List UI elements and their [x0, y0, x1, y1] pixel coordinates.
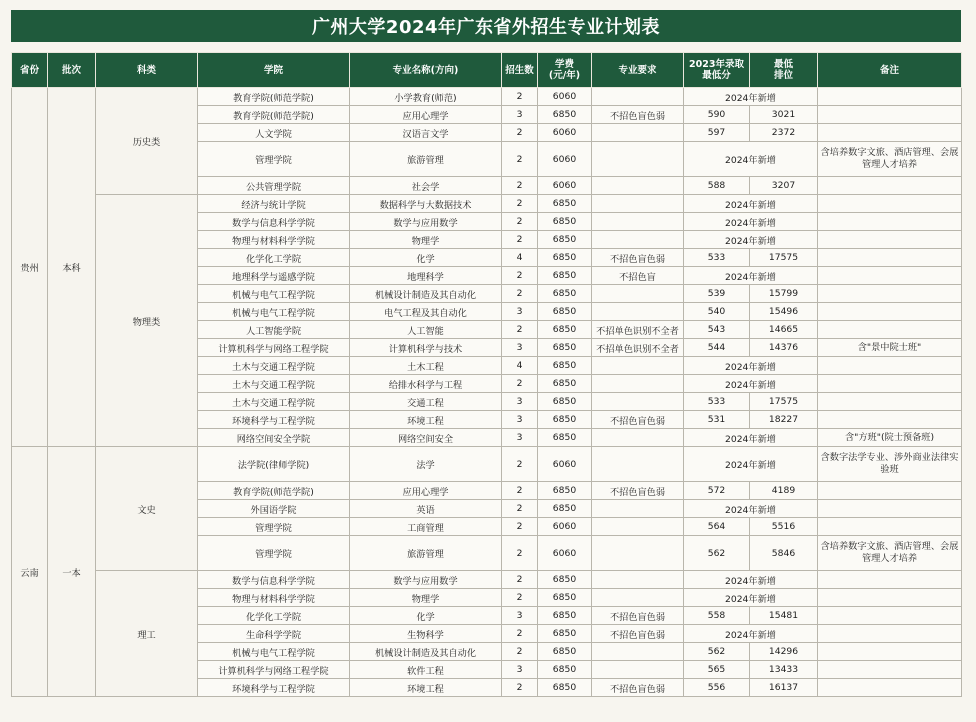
requirement-cell — [592, 429, 684, 447]
college-cell: 物理与材料科学学院 — [198, 589, 350, 607]
min-score-cell: 562 — [684, 643, 750, 661]
college-cell: 公共管理学院 — [198, 177, 350, 195]
min-score-cell: 588 — [684, 177, 750, 195]
requirement-cell: 不招色盲色弱 — [592, 106, 684, 124]
quota-cell: 2 — [502, 447, 538, 482]
college-cell: 经济与统计学院 — [198, 195, 350, 213]
remarks-cell — [818, 411, 962, 429]
requirement-cell — [592, 357, 684, 375]
college-cell: 外国语学院 — [198, 500, 350, 518]
college-cell: 人工智能学院 — [198, 321, 350, 339]
requirement-cell — [592, 536, 684, 571]
quota-cell: 2 — [502, 679, 538, 697]
tuition-cell: 6850 — [538, 357, 592, 375]
major-cell: 地理科学 — [350, 267, 502, 285]
remarks-cell: 含培养数字文旅、酒店管理、会展管理人才培养 — [818, 142, 962, 177]
major-cell: 工商管理 — [350, 518, 502, 536]
min-rank-cell: 14665 — [750, 321, 818, 339]
requirement-cell — [592, 124, 684, 142]
header-batch: 批次 — [48, 53, 96, 88]
header-college: 学院 — [198, 53, 350, 88]
tuition-cell: 6060 — [538, 142, 592, 177]
min-rank-cell: 18227 — [750, 411, 818, 429]
college-cell: 化学化工学院 — [198, 249, 350, 267]
college-cell: 管理学院 — [198, 536, 350, 571]
major-cell: 数学与应用数学 — [350, 213, 502, 231]
new-in-2024-cell: 2024年新增 — [684, 447, 818, 482]
college-cell: 数学与信息科学学院 — [198, 571, 350, 589]
requirement-cell: 不招色盲色弱 — [592, 249, 684, 267]
quota-cell: 2 — [502, 321, 538, 339]
requirement-cell — [592, 285, 684, 303]
requirement-cell — [592, 303, 684, 321]
requirement-cell — [592, 213, 684, 231]
tuition-cell: 6850 — [538, 661, 592, 679]
college-cell: 机械与电气工程学院 — [198, 303, 350, 321]
quota-cell: 2 — [502, 267, 538, 285]
remarks-cell — [818, 249, 962, 267]
tuition-cell: 6060 — [538, 536, 592, 571]
major-cell: 机械设计制造及其自动化 — [350, 643, 502, 661]
category-wenshi: 文史 — [96, 447, 198, 571]
min-rank-cell: 15496 — [750, 303, 818, 321]
quota-cell: 4 — [502, 357, 538, 375]
major-cell: 应用心理学 — [350, 482, 502, 500]
quota-cell: 2 — [502, 375, 538, 393]
min-rank-cell: 17575 — [750, 249, 818, 267]
header-min-rank: 最低 排位 — [750, 53, 818, 88]
college-cell: 数学与信息科学学院 — [198, 213, 350, 231]
major-cell: 法学 — [350, 447, 502, 482]
remarks-cell — [818, 195, 962, 213]
batch-yunnan: 一本 — [48, 447, 96, 697]
major-cell: 汉语言文学 — [350, 124, 502, 142]
min-score-cell: 539 — [684, 285, 750, 303]
major-cell: 软件工程 — [350, 661, 502, 679]
major-cell: 交通工程 — [350, 393, 502, 411]
tuition-cell: 6850 — [538, 411, 592, 429]
tuition-cell: 6850 — [538, 679, 592, 697]
major-cell: 网络空间安全 — [350, 429, 502, 447]
quota-cell: 2 — [502, 285, 538, 303]
quota-cell: 2 — [502, 177, 538, 195]
major-cell: 电气工程及其自动化 — [350, 303, 502, 321]
min-score-cell: 565 — [684, 661, 750, 679]
min-rank-cell: 17575 — [750, 393, 818, 411]
tuition-cell: 6850 — [538, 339, 592, 357]
tuition-cell: 6850 — [538, 393, 592, 411]
new-in-2024-cell: 2024年新增 — [684, 500, 818, 518]
tuition-cell: 6850 — [538, 589, 592, 607]
quota-cell: 2 — [502, 518, 538, 536]
requirement-cell: 不招色盲色弱 — [592, 679, 684, 697]
college-cell: 地理科学与遥感学院 — [198, 267, 350, 285]
tuition-cell: 6850 — [538, 249, 592, 267]
new-in-2024-cell: 2024年新增 — [684, 142, 818, 177]
tuition-cell: 6850 — [538, 231, 592, 249]
college-cell: 网络空间安全学院 — [198, 429, 350, 447]
quota-cell: 3 — [502, 303, 538, 321]
table-row — [12, 571, 962, 589]
header-requirement: 专业要求 — [592, 53, 684, 88]
header-category: 科类 — [96, 53, 198, 88]
remarks-cell — [818, 357, 962, 375]
major-cell: 生物科学 — [350, 625, 502, 643]
category-history: 历史类 — [96, 88, 198, 195]
major-cell: 物理学 — [350, 589, 502, 607]
major-cell: 计算机科学与技术 — [350, 339, 502, 357]
major-cell: 环境工程 — [350, 679, 502, 697]
remarks-cell — [818, 267, 962, 285]
tuition-cell: 6850 — [538, 375, 592, 393]
remarks-cell — [818, 643, 962, 661]
min-rank-cell: 15799 — [750, 285, 818, 303]
tuition-cell: 6850 — [538, 607, 592, 625]
major-cell: 数学与应用数学 — [350, 571, 502, 589]
tuition-cell: 6060 — [538, 447, 592, 482]
batch-guizhou: 本科 — [48, 88, 96, 447]
requirement-cell — [592, 231, 684, 249]
new-in-2024-cell: 2024年新增 — [684, 625, 818, 643]
new-in-2024-cell: 2024年新增 — [684, 213, 818, 231]
major-cell: 环境工程 — [350, 411, 502, 429]
min-rank-cell: 4189 — [750, 482, 818, 500]
min-rank-cell: 3021 — [750, 106, 818, 124]
college-cell: 环境科学与工程学院 — [198, 679, 350, 697]
category-ligong: 理工 — [96, 571, 198, 697]
header-major: 专业名称(方向) — [350, 53, 502, 88]
header-province: 省份 — [12, 53, 48, 88]
tuition-cell: 6850 — [538, 482, 592, 500]
table-header-row — [12, 53, 962, 88]
province-yunnan: 云南 — [12, 447, 48, 697]
quota-cell: 2 — [502, 625, 538, 643]
requirement-cell — [592, 142, 684, 177]
tuition-cell: 6850 — [538, 213, 592, 231]
new-in-2024-cell: 2024年新增 — [684, 375, 818, 393]
college-cell: 机械与电气工程学院 — [198, 285, 350, 303]
quota-cell: 3 — [502, 393, 538, 411]
remarks-cell — [818, 321, 962, 339]
quota-cell: 3 — [502, 411, 538, 429]
min-score-cell: 544 — [684, 339, 750, 357]
tuition-cell: 6060 — [538, 124, 592, 142]
tuition-cell: 6060 — [538, 88, 592, 106]
quota-cell: 2 — [502, 231, 538, 249]
college-cell: 机械与电气工程学院 — [198, 643, 350, 661]
requirement-cell: 不招色盲色弱 — [592, 625, 684, 643]
table-row — [12, 195, 962, 213]
remarks-cell — [818, 124, 962, 142]
remarks-cell — [818, 88, 962, 106]
header-min-score: 2023年录取 最低分 — [684, 53, 750, 88]
quota-cell: 2 — [502, 536, 538, 571]
requirement-cell — [592, 571, 684, 589]
college-cell: 管理学院 — [198, 518, 350, 536]
requirement-cell: 不招色盲色弱 — [592, 411, 684, 429]
major-cell: 土木工程 — [350, 357, 502, 375]
min-score-cell: 590 — [684, 106, 750, 124]
major-cell: 物理学 — [350, 231, 502, 249]
table-body — [12, 88, 962, 697]
min-score-cell: 556 — [684, 679, 750, 697]
remarks-cell — [818, 518, 962, 536]
min-score-cell: 572 — [684, 482, 750, 500]
requirement-cell — [592, 88, 684, 106]
remarks-cell — [818, 375, 962, 393]
requirement-cell — [592, 518, 684, 536]
province-guizhou: 贵州 — [12, 88, 48, 447]
tuition-cell: 6850 — [538, 571, 592, 589]
quota-cell: 2 — [502, 142, 538, 177]
remarks-cell — [818, 679, 962, 697]
requirement-cell: 不招色盲 — [592, 267, 684, 285]
major-cell: 机械设计制造及其自动化 — [350, 285, 502, 303]
tuition-cell: 6850 — [538, 303, 592, 321]
college-cell: 法学院(律师学院) — [198, 447, 350, 482]
quota-cell: 2 — [502, 571, 538, 589]
page-title: 广州大学2024年广东省外招生专业计划表 — [11, 10, 961, 42]
tuition-cell: 6850 — [538, 429, 592, 447]
remarks-cell: 含"方班"(院士预备班) — [818, 429, 962, 447]
major-cell: 旅游管理 — [350, 536, 502, 571]
remarks-cell — [818, 231, 962, 249]
requirement-cell — [592, 447, 684, 482]
remarks-cell — [818, 177, 962, 195]
min-rank-cell: 15481 — [750, 607, 818, 625]
header-remarks: 备注 — [818, 53, 962, 88]
requirement-cell — [592, 500, 684, 518]
college-cell: 计算机科学与网络工程学院 — [198, 661, 350, 679]
college-cell: 化学化工学院 — [198, 607, 350, 625]
major-cell: 小学教育(师范) — [350, 88, 502, 106]
new-in-2024-cell: 2024年新增 — [684, 429, 818, 447]
remarks-cell — [818, 500, 962, 518]
quota-cell: 3 — [502, 607, 538, 625]
min-score-cell: 540 — [684, 303, 750, 321]
quota-cell: 2 — [502, 482, 538, 500]
requirement-cell: 不招单色识别不全者 — [592, 321, 684, 339]
min-rank-cell: 14296 — [750, 643, 818, 661]
tuition-cell: 6060 — [538, 518, 592, 536]
major-cell: 数据科学与大数据技术 — [350, 195, 502, 213]
requirement-cell — [592, 661, 684, 679]
college-cell: 土木与交通工程学院 — [198, 393, 350, 411]
quota-cell: 2 — [502, 500, 538, 518]
remarks-cell — [818, 589, 962, 607]
category-physics: 物理类 — [96, 195, 198, 447]
min-score-cell: 597 — [684, 124, 750, 142]
min-score-cell: 564 — [684, 518, 750, 536]
major-cell: 应用心理学 — [350, 106, 502, 124]
enrollment-plan-table — [11, 52, 962, 697]
remarks-cell — [818, 625, 962, 643]
requirement-cell: 不招色盲色弱 — [592, 482, 684, 500]
table-row — [12, 447, 962, 482]
quota-cell: 2 — [502, 88, 538, 106]
requirement-cell — [592, 195, 684, 213]
major-cell: 英语 — [350, 500, 502, 518]
tuition-cell: 6850 — [538, 195, 592, 213]
tuition-cell: 6850 — [538, 106, 592, 124]
remarks-cell — [818, 571, 962, 589]
new-in-2024-cell: 2024年新增 — [684, 267, 818, 285]
college-cell: 教育学院(师范学院) — [198, 482, 350, 500]
min-rank-cell: 16137 — [750, 679, 818, 697]
min-score-cell: 543 — [684, 321, 750, 339]
min-rank-cell: 14376 — [750, 339, 818, 357]
requirement-cell: 不招单色识别不全者 — [592, 339, 684, 357]
remarks-cell — [818, 213, 962, 231]
college-cell: 教育学院(师范学院) — [198, 106, 350, 124]
new-in-2024-cell: 2024年新增 — [684, 571, 818, 589]
min-score-cell: 533 — [684, 249, 750, 267]
requirement-cell — [592, 643, 684, 661]
tuition-cell: 6060 — [538, 177, 592, 195]
college-cell: 计算机科学与网络工程学院 — [198, 339, 350, 357]
min-rank-cell: 2372 — [750, 124, 818, 142]
min-score-cell: 533 — [684, 393, 750, 411]
quota-cell: 2 — [502, 195, 538, 213]
remarks-cell — [818, 661, 962, 679]
college-cell: 管理学院 — [198, 142, 350, 177]
major-cell: 化学 — [350, 249, 502, 267]
tuition-cell: 6850 — [538, 267, 592, 285]
remarks-cell — [818, 482, 962, 500]
major-cell: 旅游管理 — [350, 142, 502, 177]
requirement-cell: 不招色盲色弱 — [592, 607, 684, 625]
quota-cell: 2 — [502, 589, 538, 607]
quota-cell: 3 — [502, 339, 538, 357]
requirement-cell — [592, 393, 684, 411]
college-cell: 教育学院(师范学院) — [198, 88, 350, 106]
new-in-2024-cell: 2024年新增 — [684, 195, 818, 213]
quota-cell: 2 — [502, 124, 538, 142]
tuition-cell: 6850 — [538, 285, 592, 303]
quota-cell: 2 — [502, 643, 538, 661]
new-in-2024-cell: 2024年新增 — [684, 231, 818, 249]
remarks-cell — [818, 303, 962, 321]
min-rank-cell: 5516 — [750, 518, 818, 536]
college-cell: 物理与材料科学学院 — [198, 231, 350, 249]
remarks-cell — [818, 285, 962, 303]
remarks-cell: 含"景中院士班" — [818, 339, 962, 357]
quota-cell: 2 — [502, 213, 538, 231]
tuition-cell: 6850 — [538, 321, 592, 339]
header-tuition: 学费 (元/年) — [538, 53, 592, 88]
college-cell: 土木与交通工程学院 — [198, 375, 350, 393]
new-in-2024-cell: 2024年新增 — [684, 88, 818, 106]
tuition-cell: 6850 — [538, 643, 592, 661]
requirement-cell — [592, 589, 684, 607]
new-in-2024-cell: 2024年新增 — [684, 589, 818, 607]
requirement-cell — [592, 375, 684, 393]
min-score-cell: 558 — [684, 607, 750, 625]
quota-cell: 4 — [502, 249, 538, 267]
major-cell: 给排水科学与工程 — [350, 375, 502, 393]
remarks-cell: 含数字法学专业、涉外商业法律实验班 — [818, 447, 962, 482]
college-cell: 土木与交通工程学院 — [198, 357, 350, 375]
remarks-cell — [818, 393, 962, 411]
header-quota: 招生数 — [502, 53, 538, 88]
remarks-cell — [818, 607, 962, 625]
tuition-cell: 6850 — [538, 500, 592, 518]
remarks-cell — [818, 106, 962, 124]
min-rank-cell: 3207 — [750, 177, 818, 195]
min-score-cell: 531 — [684, 411, 750, 429]
college-cell: 生命科学学院 — [198, 625, 350, 643]
min-rank-cell: 5846 — [750, 536, 818, 571]
quota-cell: 3 — [502, 661, 538, 679]
major-cell: 社会学 — [350, 177, 502, 195]
college-cell: 人文学院 — [198, 124, 350, 142]
tuition-cell: 6850 — [538, 625, 592, 643]
requirement-cell — [592, 177, 684, 195]
major-cell: 人工智能 — [350, 321, 502, 339]
new-in-2024-cell: 2024年新增 — [684, 357, 818, 375]
min-rank-cell: 13433 — [750, 661, 818, 679]
min-score-cell: 562 — [684, 536, 750, 571]
quota-cell: 3 — [502, 106, 538, 124]
college-cell: 环境科学与工程学院 — [198, 411, 350, 429]
remarks-cell: 含培养数字文旅、酒店管理、会展管理人才培养 — [818, 536, 962, 571]
major-cell: 化学 — [350, 607, 502, 625]
quota-cell: 3 — [502, 429, 538, 447]
table-row — [12, 88, 962, 106]
